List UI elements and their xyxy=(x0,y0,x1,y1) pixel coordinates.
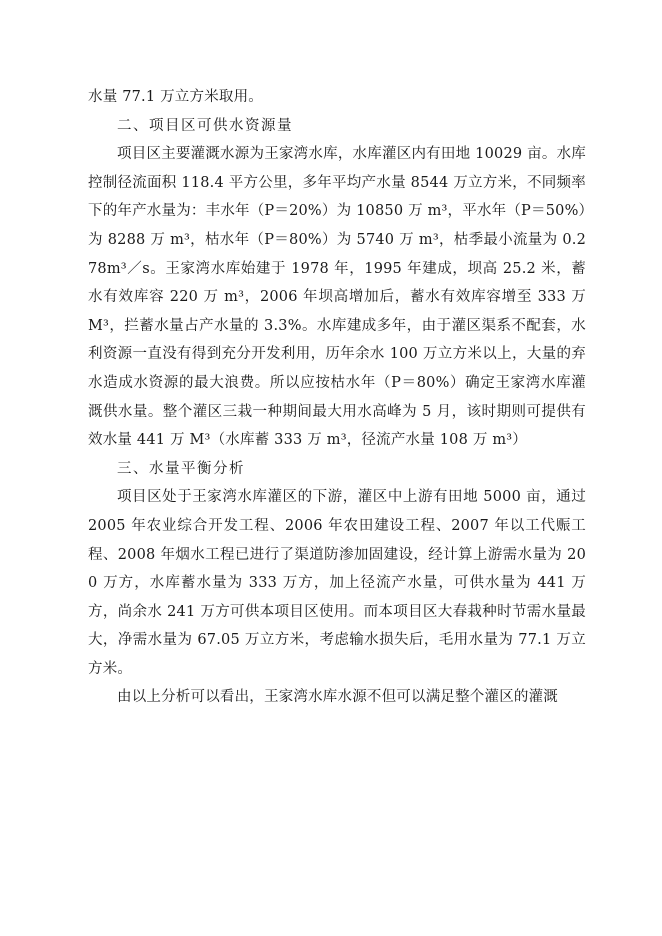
section-heading-water-resources: 二、项目区可供水资源量 xyxy=(117,117,293,134)
paragraph-continuation: 水量 77.1 万立方米取用。 xyxy=(88,89,264,105)
paragraph-conclusion: 由以上分析可以看出，王家湾水库水源不但可以满足整个灌区的灌溉 xyxy=(117,689,558,706)
paragraph-water-balance: 项目区处于王家湾水库灌区的下游，灌区中上游有田地 5000 亩，通过 2005 年农业综合开发工程、2006 年农田建设工程、2007 年以工代赈工程、2008 年烟水工程已进行了渠道防渗加固建设，经计算上游需水量为 200 万方，水库蓄水量为 333 万方，加上径流产水量，可供水量为 441 万方，尚余水 241 万方可供本项目区使用。而本项目区大春栽种时节需水量最大，净需水量为 67.05 万立方米，考虑输水损失后，毛用水量为 77.1 万立方米。 xyxy=(88,489,586,677)
paragraph-water-source: 项目区主要灌溉水源为王家湾水库，水库灌区内有田地 10029 亩。水库控制径流面积 118.4 平方公里，多年平均产水量 8544 万立方米，不同频率下的年产水量为：丰水年（P＝20%）为 10850 万 m³，平水年（P＝50%）为 8288 万 m³，枯水年（P＝80%）为 5740 万 m³，枯季最小流量为 0.278m³／s。王家湾水库始建于 1978 年，1995 年建成，坝高 25.2 米，蓄水有效库容 220 万 m³，2006 年坝高增加后，蓄水有效库容增至 333 万 M³，拦蓄水量占产水量的 3.3%。水库建成多年，由于灌区渠系不配套，水利资源一直没有得到充分开发利用，历年余水 100 万立方米以上，大量的弃水造成水资源的最大浪费。所以应按枯水年（P＝80%）确定王家湾水库灌溉供水量。整个灌区三栽一种期间最大用水高峰为 5 月，该时期则可提供有效水量 441 万 M³（水库蓄 333 万 m³，径流产水量 108 万 m³） xyxy=(88,146,586,449)
document-body xyxy=(88,83,586,712)
section-heading-water-balance: 三、水量平衡分析 xyxy=(117,460,245,477)
